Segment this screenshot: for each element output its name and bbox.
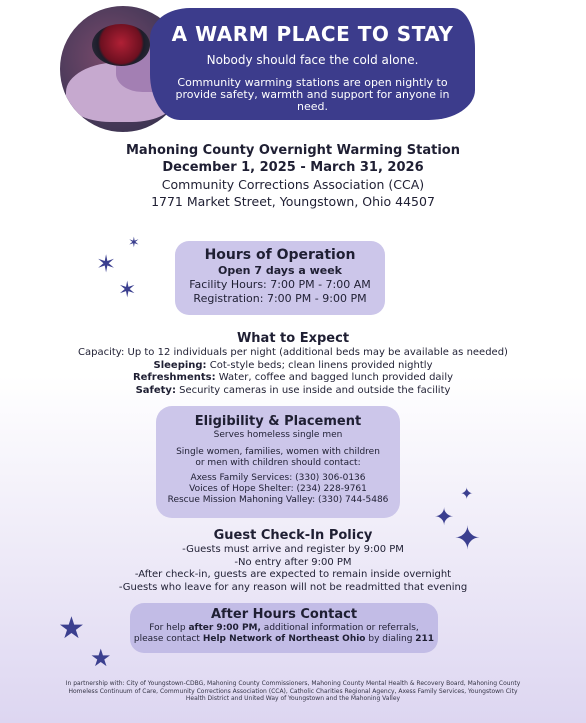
after-hours-heading: After Hours Contact xyxy=(210,607,358,622)
banner-description: Community warming stations are open nightly to provide safety, warmth and support for anyone in need. xyxy=(175,76,450,113)
station-operator: Community Corrections Association (CCA) xyxy=(161,177,425,192)
eligibility-box xyxy=(156,406,400,518)
after-hours-text: additional information or referrals, xyxy=(260,623,419,633)
eligibility-heading: Eligibility & Placement xyxy=(194,414,362,429)
after-hours-line xyxy=(130,634,438,645)
sparkle-icon: ✶ xyxy=(128,235,140,251)
expect-item xyxy=(40,360,546,373)
checkin-rule: -After check-in, guests are expected to remain inside overnight xyxy=(134,569,452,580)
expect-item-label: Refreshments: xyxy=(132,372,216,383)
expect-item-text: Security cameras in use inside and outside the facility xyxy=(175,384,451,396)
after-hours-emphasis: Help Network of Northeast Ohio xyxy=(202,634,366,644)
star-icon: ★ xyxy=(90,644,112,672)
after-hours-emphasis: after 9:00 PM, xyxy=(188,623,261,633)
facility-hours: Facility Hours: 7:00 PM - 7:00 AM xyxy=(189,278,371,291)
expect-item xyxy=(40,372,546,385)
expect-item-text: Water, coffee and bagged lunch provided daily xyxy=(215,372,454,383)
checkin-rule: -No entry after 9:00 PM xyxy=(234,556,352,568)
station-info xyxy=(0,142,586,210)
expect-item-text: Cot-style beds; clean linens provided nightly xyxy=(206,359,433,371)
expect-item xyxy=(40,385,546,398)
contact-line: Voices of Hope Shelter: (234) 228-9761 xyxy=(189,484,367,494)
registration-hours: Registration: 7:00 PM - 9:00 PM xyxy=(193,292,367,305)
expect-item-label: Capacity: xyxy=(78,347,125,358)
contact-line: Rescue Mission Mahoning Valley: (330) 744-5486 xyxy=(167,495,389,505)
hours-heading: Hours of Operation xyxy=(204,247,356,263)
expect-item xyxy=(40,347,546,360)
star-icon: ★ xyxy=(58,611,85,646)
mug-shape xyxy=(92,24,150,66)
page-subtitle: Nobody should face the cold alone. xyxy=(206,53,419,67)
partners-footer: In partnership with: City of Youngstown-CDBG, Mahoning County Commissioners, Mahoning County Mental Health & Recovery Board, Mahoning County Homeless Continuum of Care, Community Corrections Association (CCA), Catholic Charities Regional Agency, Axess Family Services, Youngstown City Health District and United Way of Youngstown and the Mahoning Valley xyxy=(65,680,521,702)
eligibility-serves: Serves homeless single men xyxy=(213,430,343,440)
hours-open: Open 7 days a week xyxy=(218,264,342,277)
after-hours-text: please contact xyxy=(133,634,203,644)
expect-item-label: Safety: xyxy=(135,384,176,396)
sparkle-icon: ✶ xyxy=(118,278,137,303)
checkin-rule: -Guests who leave for any reason will not be readmitted that evening xyxy=(118,581,468,593)
checkin-section xyxy=(100,528,486,594)
after-hours-text: by dialing xyxy=(365,634,416,644)
after-hours-line xyxy=(130,623,438,634)
station-dates: December 1, 2025 - March 31, 2026 xyxy=(162,160,424,175)
contact-line: Axess Family Services: (330) 306-0136 xyxy=(190,473,366,483)
after-hours-emphasis: 211 xyxy=(415,634,435,644)
expect-heading: What to Expect xyxy=(236,331,350,346)
after-hours-text: For help xyxy=(149,623,189,633)
checkin-heading: Guest Check-In Policy xyxy=(213,528,373,543)
expect-section xyxy=(40,331,546,397)
four-point-star-icon: ✦ xyxy=(460,484,474,503)
four-point-star-icon: ✦ xyxy=(434,503,455,531)
header-banner xyxy=(150,8,475,120)
sparkle-icon: ✶ xyxy=(96,250,117,278)
hours-box xyxy=(175,241,385,315)
station-name: Mahoning County Overnight Warming Station xyxy=(125,143,460,158)
expect-item-text: Up to 12 individuals per night (additional beds may be available as needed) xyxy=(124,347,508,358)
page-title: A WARM PLACE TO STAY xyxy=(171,22,454,46)
expect-item-label: Sleeping: xyxy=(153,359,207,371)
four-point-star-icon: ✦ xyxy=(454,519,481,557)
checkin-rule: -Guests must arrive and register by 9:00 PM xyxy=(182,544,404,555)
after-hours-box xyxy=(130,603,438,653)
station-address: 1771 Market Street, Youngstown, Ohio 44507 xyxy=(151,194,435,209)
eligibility-contact-note: Single women, families, women with children or men with children should contact: xyxy=(176,447,380,468)
